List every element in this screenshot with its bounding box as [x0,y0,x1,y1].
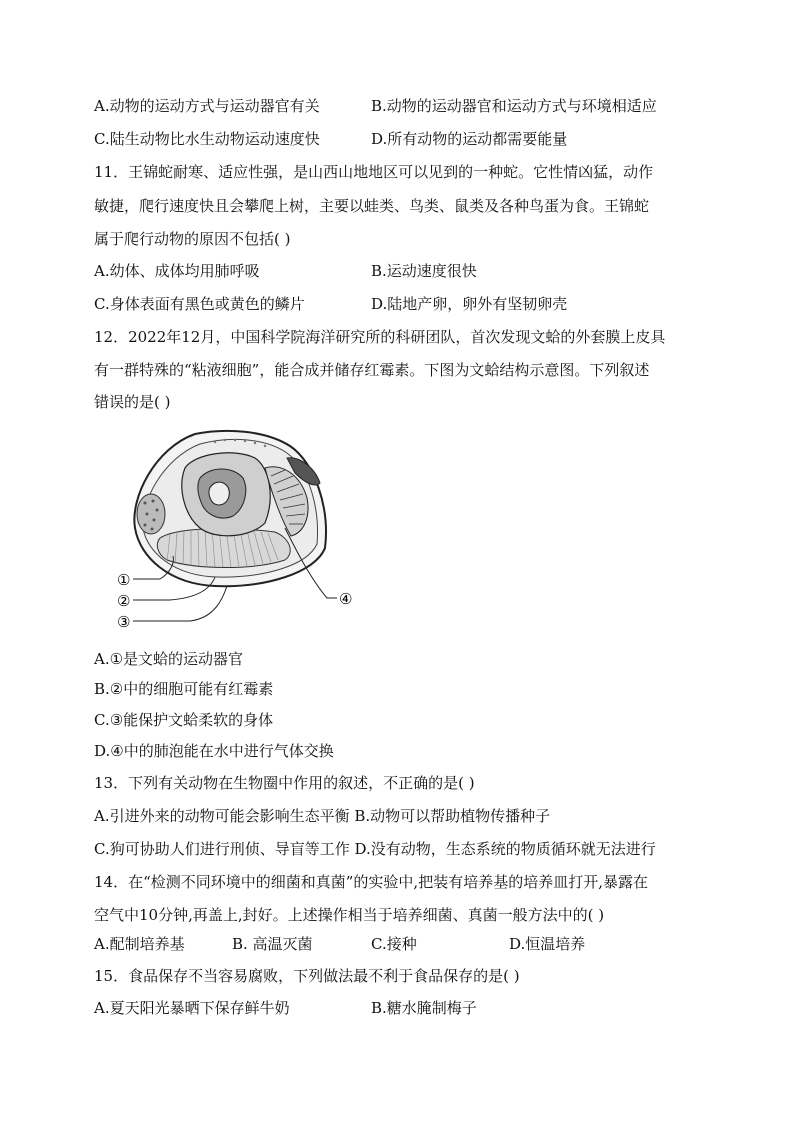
q13-stem: 13．下列有关动物在生物圈中作用的叙述，不正确的是( ) [94,774,475,792]
q14-option-d: D.恒温培养 [509,935,586,953]
q12-stem-line2: 有一群特殊的“粘液细胞”，能合成并储存红霉素。下图为文蛤结构示意图。下列叙述 [94,361,650,379]
q14-option-c: C.接种 [371,935,417,953]
q13-options-ab: A.引进外来的动物可能会影响生态平衡 B.动物可以帮助植物传播种子 [94,807,551,825]
q12-option-a: A.①是文蛤的运动器官 [94,650,244,668]
q12-option-b: B.②中的细胞可能有红霉素 [94,680,274,698]
q11-stem-line3: 属于爬行动物的原因不包括( ) [94,230,291,248]
q14-stem-line1: 14．在“检测不同环境中的细菌和真菌”的实验中,把装有培养基的培养皿打开,暴露在 [94,873,648,891]
q11-option-d: D.陆地产卵，卵外有坚韧卵壳 [371,295,568,313]
q11-option-a: A.幼体、成体均用肺呼吸 [94,262,260,280]
label-4: ④ [339,590,353,608]
q10-option-d: D.所有动物的运动都需要能量 [371,130,568,148]
q12-option-c: C.③能保护文蛤柔软的身体 [94,711,274,729]
clam-structure-figure [115,428,360,633]
q14-option-a: A.配制培养基 [94,935,185,953]
q13-options-cd: C.狗可协助人们进行刑侦、导盲等工作 D.没有动物，生态系统的物质循环就无法进行 [94,840,656,858]
q14-option-b: B. 高温灭菌 [232,935,313,953]
label-2: ② [117,592,131,610]
q14-stem-line2: 空气中10分钟,再盖上,封好。上述操作相当于培养细菌、真菌一般方法中的( ) [94,906,605,924]
q11-option-b: B.运动速度很快 [371,262,477,280]
leader-line-3 [133,586,227,621]
q12-stem-line3: 错误的是( ) [94,393,171,411]
q11-stem-line2: 敏捷，爬行速度快且会攀爬上树，主要以蛙类、鸟类、鼠类及各种鸟蛋为食。王锦蛇 [94,197,650,215]
q10-option-b: B.动物的运动器官和运动方式与环境相适应 [371,97,657,115]
intestine [209,482,229,505]
q10-option-c: C.陆生动物比水生动物运动速度快 [94,130,320,148]
q15-stem: 15．食品保存不当容易腐败，下列做法最不利于食品保存的是( ) [94,967,520,985]
label-3: ③ [117,613,131,631]
clam-diagram [115,428,360,633]
q15-option-a: A.夏天阳光暴晒下保存鲜牛奶 [94,999,290,1017]
label-1: ① [117,571,131,589]
q11-option-c: C.身体表面有黑色或黄色的鳞片 [94,295,305,313]
q15-option-b: B.糖水腌制梅子 [371,999,477,1017]
q10-option-a: A.动物的运动方式与运动器官有关 [94,97,320,115]
q12-option-d: D.④中的肺泡能在水中进行气体交换 [94,742,334,760]
q11-stem-line1: 11．王锦蛇耐寒、适应性强，是山西山地地区可以见到的一种蛇。它性情凶猛，动作 [94,163,654,181]
q12-stem-line1: 12．2022年12月，中国科学院海洋研究所的科研团队，首次发现文蛤的外套膜上皮具 [94,328,666,346]
